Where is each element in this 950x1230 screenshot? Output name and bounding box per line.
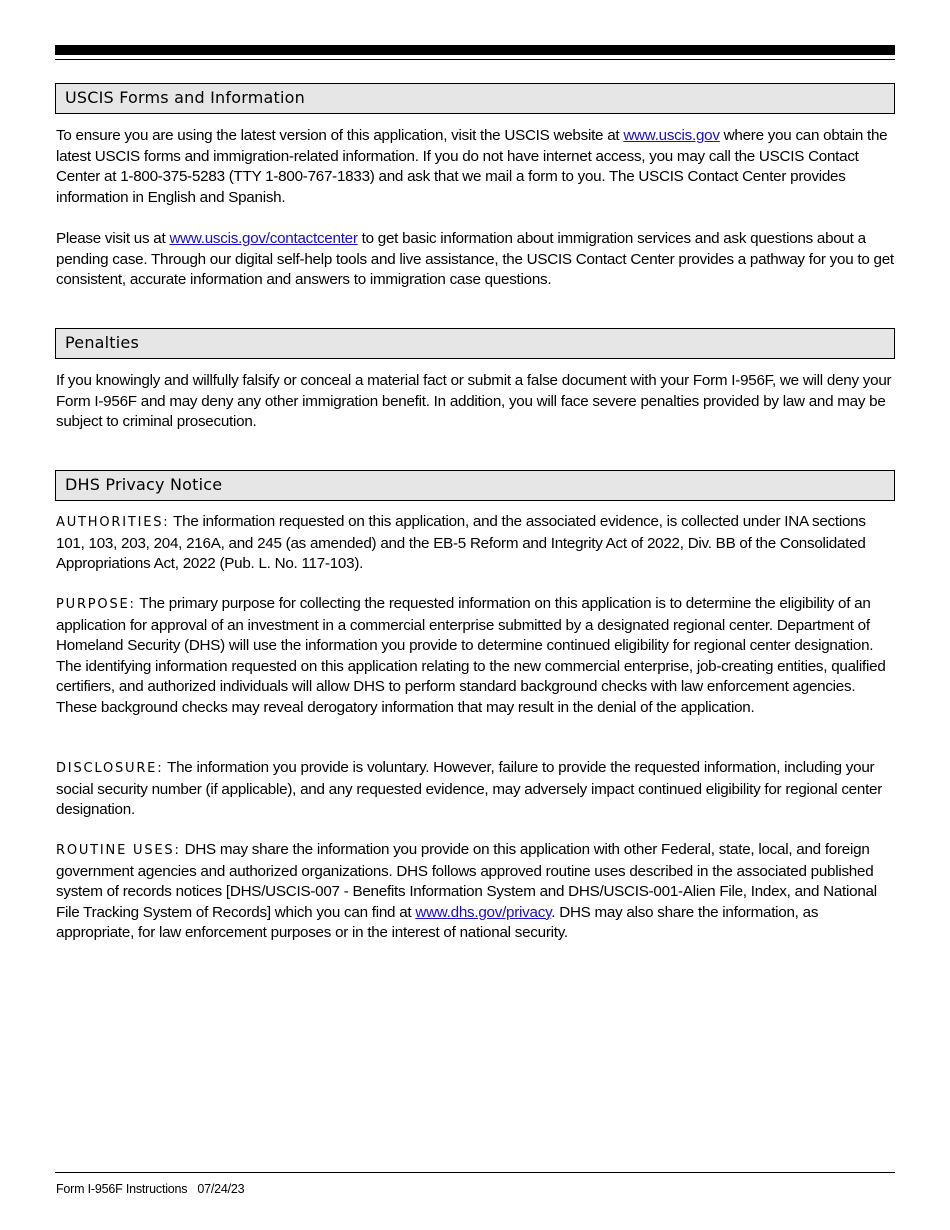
purpose-paragraph: PURPOSE: The primary purpose for collecting the requested information on this application is to determine the eligibility of an application for approval of an investment in a commercial enterprise submitted by a designated regional center. Department of Homeland Security (DHS) will use the information you provide to determine continued eligibility for regional center designation. The identifying information requested on this application relating to the new commercial enterprise, job-creating entities, qualified certifiers, and authorized individuals will allow DHS to perform standard background checks with law enforcement agencies. These background checks may reveal derogatory information that may result in the denial of the application.: [56, 595, 886, 716]
uscis-website-link[interactable]: www.uscis.gov: [623, 127, 720, 144]
footer-date: 07/24/23: [197, 1182, 245, 1196]
top-rule-thin: [55, 59, 895, 60]
section-header-uscis-forms: [55, 83, 895, 114]
routine-uses-label: ROUTINE USES:: [56, 843, 181, 858]
footer-form-name: Form I-956F Instructions: [56, 1182, 188, 1196]
info-paragraph-1: To ensure you are using the latest version of this application, visit the USCIS website at www.uscis.gov where you can obtain the latest USCIS forms and immigration-related information. If you do not have internet access, you may call the USCIS Contact Center at 1-800-375-5283 (TTY 1-800-767-1833) and ask that we mail a form to you. The USCIS Contact Center provides information in English and Spanish.: [56, 127, 888, 206]
authorities-paragraph: AUTHORITIES: The information requested on this application, and the associated evidence, is collected under INA sections 101, 103, 203, 204, 216A, and 245 (as amended) and the EB-5 Reform and Integrity Act of 2022, Div. BB of the Consolidated Appropriations Act, 2022 (Pub. L. No. 117-103).: [56, 513, 866, 572]
info-paragraph-2: Please visit us at www.uscis.gov/contactcenter to get basic information about immigration services and ask questions about a pending case. Through our digital self-help tools and live assistance, the USCIS Contact Center provides a pathway for you to get consistent, accurate information and answers to immigration case questions.: [56, 230, 894, 288]
section-heading: Penalties: [65, 333, 140, 352]
section-header-privacy: [55, 470, 895, 501]
footer: [56, 1182, 244, 1196]
footer-rule: [55, 1172, 895, 1173]
dhs-privacy-link[interactable]: www.dhs.gov/privacy: [415, 903, 552, 921]
section-heading: DHS Privacy Notice: [65, 475, 223, 494]
penalties-paragraph: If you knowingly and willfully falsify or conceal a material fact or submit a false document with your Form I-956F, we will deny your Form I-956F and may deny any other immigration benefit. In addition, you will face severe penalties provided by law and may be subject to criminal prosecution.: [56, 372, 892, 430]
top-rule: [55, 45, 895, 55]
section-heading: USCIS Forms and Information: [65, 88, 305, 107]
routine-uses-paragraph: ROUTINE USES: DHS may share the information you provide on this application with other Federal, state, local, and foreign government agencies and authorized organizations. DHS follows approved routine uses described in the associated published system of records notices [DHS/USCIS-007 - Benefits Information System and DHS/USCIS-001-Alien File, Index, and National File Tracking System of Records] which you can find at www.dhs.gov/privacy. DHS may also share the information, as appropriate, for law enforcement purposes or in the interest of national security.: [56, 841, 877, 941]
authorities-label: AUTHORITIES:: [56, 515, 170, 530]
section-header-penalties: [55, 328, 895, 359]
disclosure-paragraph: DISCLOSURE: The information you provide is voluntary. However, failure to provide the requested information, including your social security number (if applicable), and any requested evidence, may adversely impact continued eligibility for regional center designation.: [56, 759, 883, 818]
disclosure-label: DISCLOSURE:: [56, 761, 164, 776]
contact-center-link[interactable]: www.uscis.gov/contactcenter: [169, 230, 358, 247]
purpose-label: PURPOSE:: [56, 597, 136, 612]
